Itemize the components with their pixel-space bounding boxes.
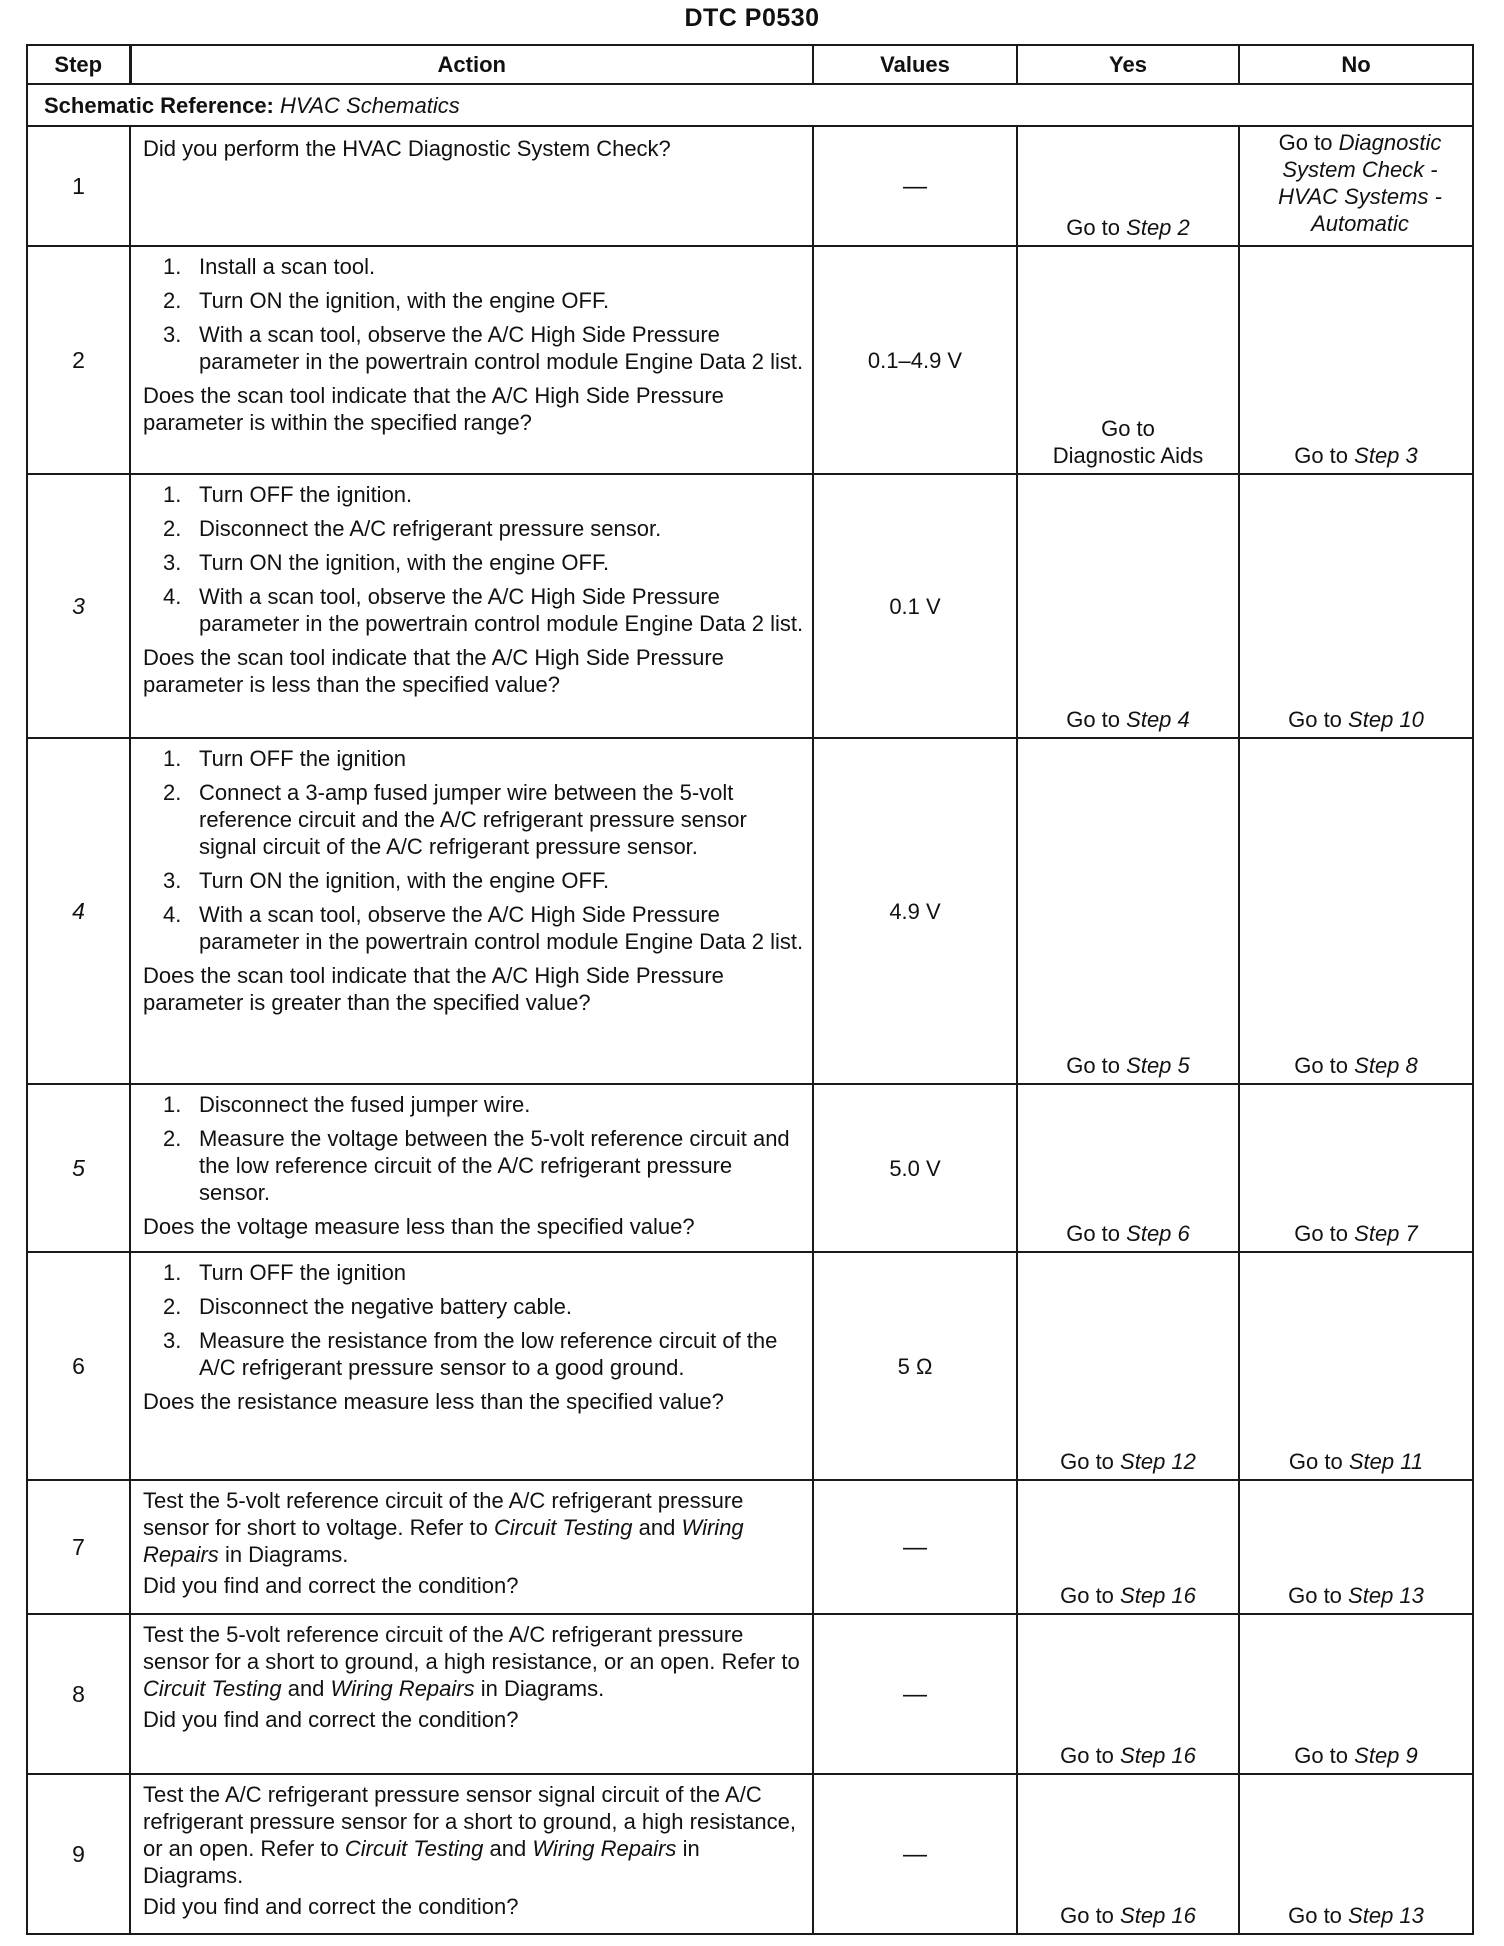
yes-cell[interactable] bbox=[1017, 738, 1239, 1084]
circuit-testing-ref[interactable]: Circuit Testing bbox=[493, 1515, 633, 1540]
step-number: 1 bbox=[27, 126, 130, 246]
step-number: 8 bbox=[27, 1614, 130, 1774]
list-item: 3. Measure the resistance from the low reference circuit of the A/C refrigerant pressure sensor to a good ground. bbox=[163, 1328, 778, 1380]
document-title: DTC P0530 bbox=[684, 4, 820, 32]
action-question: Did you perform the HVAC Diagnostic System Check? bbox=[143, 136, 671, 161]
no-cell[interactable] bbox=[1239, 738, 1473, 1084]
action-question: Does the scan tool indicate that the A/C High Side Pressure parameter is less than the specified value? bbox=[143, 645, 724, 697]
wiring-repairs-ref[interactable]: Wiring Repairs bbox=[532, 1836, 677, 1861]
no-prefix: Go to bbox=[1294, 443, 1349, 468]
no-target[interactable]: Step 3 bbox=[1354, 443, 1418, 468]
yes-target[interactable]: Step 2 bbox=[1126, 215, 1190, 240]
yes-prefix: Go to bbox=[1066, 1221, 1121, 1246]
yes-target[interactable]: Step 6 bbox=[1126, 1221, 1190, 1246]
no-target[interactable]: Step 8 bbox=[1354, 1053, 1418, 1078]
action-cell bbox=[130, 1084, 813, 1252]
value-cell bbox=[813, 126, 1017, 246]
action-cell bbox=[130, 246, 813, 474]
list-item: 2. Disconnect the negative battery cable. bbox=[163, 1294, 573, 1319]
value-text: 0.1 V bbox=[889, 593, 941, 619]
header-row bbox=[27, 45, 1473, 84]
list-item: 1. Turn OFF the ignition. bbox=[163, 482, 413, 507]
yes-cell[interactable] bbox=[1017, 1774, 1239, 1934]
no-prefix: Go to bbox=[1288, 1583, 1342, 1608]
value-cell bbox=[813, 1614, 1017, 1774]
no-prefix: Go to bbox=[1294, 1221, 1349, 1246]
step-number: 5 bbox=[27, 1084, 130, 1252]
schematic-reference-link[interactable]: HVAC Schematics bbox=[280, 92, 460, 118]
yes-cell[interactable] bbox=[1017, 1480, 1239, 1614]
value-cell bbox=[813, 1084, 1017, 1252]
list-item: 4. With a scan tool, observe the A/C High Side Pressure parameter in the powertrain control module Engine Data 2 list. bbox=[163, 902, 804, 954]
yes-prefix: Go to bbox=[1066, 1053, 1121, 1078]
no-target[interactable]: Step 13 bbox=[1348, 1903, 1424, 1928]
value-text: 5.0 V bbox=[889, 1155, 941, 1181]
yes-prefix: Go to bbox=[1066, 215, 1121, 240]
yes-cell[interactable] bbox=[1017, 126, 1239, 246]
yes-cell[interactable] bbox=[1017, 1252, 1239, 1480]
action-question: Did you find and correct the condition? bbox=[143, 1707, 519, 1732]
list-item: 1. Install a scan tool. bbox=[163, 254, 376, 279]
yes-prefix: Go to bbox=[1101, 416, 1155, 441]
action-list bbox=[143, 253, 804, 375]
table-row bbox=[27, 474, 1473, 738]
action-paragraph: Test the 5-volt reference circuit of the A/C refrigerant pressure sensor for a short to ground, a high resistance, or an open. Refer to Circuit Testing and Wiring Repairs in Diagrams. bbox=[143, 1622, 800, 1701]
circuit-testing-ref[interactable]: Circuit Testing bbox=[344, 1836, 484, 1861]
value-cell bbox=[813, 474, 1017, 738]
yes-prefix: Go to bbox=[1060, 1903, 1114, 1928]
table-row bbox=[27, 1614, 1473, 1774]
yes-prefix: Go to bbox=[1060, 1743, 1114, 1768]
no-cell[interactable] bbox=[1239, 1252, 1473, 1480]
list-item: 1. Turn OFF the ignition bbox=[163, 746, 407, 771]
list-item: 3. With a scan tool, observe the A/C High Side Pressure parameter in the powertrain control module Engine Data 2 list. bbox=[163, 322, 804, 374]
list-item: 2. Turn ON the ignition, with the engine OFF. bbox=[163, 288, 610, 313]
action-question: Does the resistance measure less than the specified value? bbox=[143, 1389, 724, 1414]
action-list bbox=[143, 1259, 804, 1381]
action-cell bbox=[130, 474, 813, 738]
list-item: 3. Turn ON the ignition, with the engine OFF. bbox=[163, 550, 610, 575]
no-target[interactable]: Step 13 bbox=[1348, 1583, 1424, 1608]
value-cell bbox=[813, 246, 1017, 474]
no-cell[interactable] bbox=[1239, 1480, 1473, 1614]
header-no: No bbox=[1239, 45, 1473, 84]
wiring-repairs-ref[interactable]: Wiring Repairs bbox=[143, 1515, 744, 1567]
no-cell[interactable] bbox=[1239, 474, 1473, 738]
table-row bbox=[27, 246, 1473, 474]
no-target[interactable]: Diagnostic System Check - HVAC Systems - Automatic bbox=[1278, 130, 1442, 236]
no-cell[interactable] bbox=[1239, 246, 1473, 474]
list-item: 4. With a scan tool, observe the A/C High Side Pressure parameter in the powertrain control module Engine Data 2 list. bbox=[163, 584, 804, 636]
table-row bbox=[27, 126, 1473, 246]
list-item: 1. Disconnect the fused jumper wire. bbox=[163, 1092, 531, 1117]
table-row bbox=[27, 1252, 1473, 1480]
action-cell bbox=[130, 1774, 813, 1934]
yes-target[interactable]: Step 5 bbox=[1126, 1053, 1190, 1078]
yes-cell[interactable] bbox=[1017, 246, 1239, 474]
step-number: 4 bbox=[27, 738, 130, 1084]
header-values: Values bbox=[813, 45, 1017, 84]
action-cell bbox=[130, 1480, 813, 1614]
yes-prefix: Go to bbox=[1066, 707, 1121, 732]
yes-cell[interactable] bbox=[1017, 1614, 1239, 1774]
no-cell[interactable] bbox=[1239, 1774, 1473, 1934]
value-text: — bbox=[903, 1840, 927, 1868]
action-question: Did you find and correct the condition? bbox=[143, 1894, 519, 1919]
no-prefix: Go to bbox=[1288, 1903, 1342, 1928]
step-number: 9 bbox=[27, 1774, 130, 1934]
yes-target[interactable]: Step 16 bbox=[1120, 1583, 1196, 1608]
action-paragraph: Test the 5-volt reference circuit of the A/C refrigerant pressure sensor for short to voltage. Refer to Circuit Testing and Wiring Repairs in Diagrams. bbox=[143, 1488, 744, 1567]
action-list bbox=[143, 745, 804, 955]
header-yes: Yes bbox=[1017, 45, 1239, 84]
no-prefix: Go to bbox=[1278, 130, 1333, 155]
list-item: 2. Measure the voltage between the 5-volt reference circuit and the low reference circuit of the A/C refrigerant pressure sensor. bbox=[163, 1126, 790, 1205]
action-cell bbox=[130, 126, 813, 246]
step-number: 3 bbox=[27, 474, 130, 738]
action-question: Does the scan tool indicate that the A/C High Side Pressure parameter is greater than the specified value? bbox=[143, 963, 724, 1015]
table-row bbox=[27, 1480, 1473, 1614]
no-cell[interactable] bbox=[1239, 1084, 1473, 1252]
diagnostic-table bbox=[26, 44, 1474, 1935]
action-list bbox=[143, 481, 804, 637]
yes-target[interactable]: Step 16 bbox=[1120, 1903, 1196, 1928]
value-text: 5 Ω bbox=[897, 1353, 933, 1379]
wiring-repairs-ref[interactable]: Wiring Repairs bbox=[330, 1676, 475, 1701]
list-item: 3. Turn ON the ignition, with the engine OFF. bbox=[163, 868, 610, 893]
yes-cell[interactable] bbox=[1017, 474, 1239, 738]
value-cell bbox=[813, 738, 1017, 1084]
value-text: 4.9 V bbox=[889, 898, 941, 924]
no-target[interactable]: Step 11 bbox=[1348, 1449, 1424, 1474]
header-step: Step bbox=[27, 45, 130, 84]
yes-prefix: Go to bbox=[1060, 1583, 1114, 1608]
list-item: 2. Disconnect the A/C refrigerant pressure sensor. bbox=[163, 516, 662, 541]
schematic-reference-row bbox=[27, 84, 1473, 126]
table-row bbox=[27, 1084, 1473, 1252]
no-target[interactable]: Step 10 bbox=[1348, 707, 1424, 732]
yes-target[interactable]: Step 12 bbox=[1120, 1449, 1196, 1474]
action-paragraph: Test the A/C refrigerant pressure sensor signal circuit of the A/C refrigerant pressure sensor for a short to ground, a high resistance, or an open. Refer to Circuit Testing and Wiring Repairs in Diagrams. bbox=[143, 1782, 797, 1888]
value-text: 0.1–4.9 V bbox=[867, 347, 963, 373]
value-text: — bbox=[903, 1680, 927, 1708]
no-prefix: Go to bbox=[1288, 1449, 1343, 1474]
table-row bbox=[27, 738, 1473, 1084]
list-item: 1. Turn OFF the ignition bbox=[163, 1260, 407, 1285]
value-cell bbox=[813, 1252, 1017, 1480]
action-cell bbox=[130, 738, 813, 1084]
action-question: Does the scan tool indicate that the A/C High Side Pressure parameter is within the specified range? bbox=[143, 383, 724, 435]
action-list bbox=[143, 1091, 804, 1206]
yes-target[interactable]: Step 16 bbox=[1120, 1743, 1196, 1768]
step-number: 2 bbox=[27, 246, 130, 474]
no-prefix: Go to bbox=[1294, 1743, 1349, 1768]
no-target[interactable]: Step 7 bbox=[1354, 1221, 1418, 1246]
yes-cell[interactable] bbox=[1017, 1084, 1239, 1252]
no-target[interactable]: Step 9 bbox=[1354, 1743, 1418, 1768]
table-row bbox=[27, 1774, 1473, 1934]
action-cell bbox=[130, 1614, 813, 1774]
schematic-reference-label: Schematic Reference: bbox=[44, 92, 274, 118]
yes-prefix: Go to bbox=[1060, 1449, 1114, 1474]
header-action: Action bbox=[130, 45, 813, 84]
circuit-testing-ref[interactable]: Circuit Testing bbox=[143, 1676, 282, 1701]
action-question: Does the voltage measure less than the specified value? bbox=[143, 1214, 695, 1239]
action-cell bbox=[130, 1252, 813, 1480]
no-cell[interactable] bbox=[1239, 126, 1473, 246]
value-text: — bbox=[903, 172, 927, 200]
yes-target[interactable]: Step 4 bbox=[1126, 707, 1190, 732]
value-cell bbox=[813, 1774, 1017, 1934]
schematic-reference bbox=[27, 84, 1473, 126]
no-prefix: Go to bbox=[1294, 1053, 1349, 1078]
value-text: — bbox=[903, 1533, 927, 1561]
value-cell bbox=[813, 1480, 1017, 1614]
list-item: 2. Connect a 3-amp fused jumper wire between the 5-volt reference circuit and the A/C refrigerant pressure sensor signal circuit of the A/C refrigerant pressure sensor. bbox=[163, 780, 747, 859]
no-cell[interactable] bbox=[1239, 1614, 1473, 1774]
action-question: Did you find and correct the condition? bbox=[143, 1573, 519, 1598]
step-number: 7 bbox=[27, 1480, 130, 1614]
step-number: 6 bbox=[27, 1252, 130, 1480]
no-prefix: Go to bbox=[1288, 707, 1342, 732]
yes-target[interactable]: Diagnostic Aids bbox=[1052, 443, 1204, 468]
